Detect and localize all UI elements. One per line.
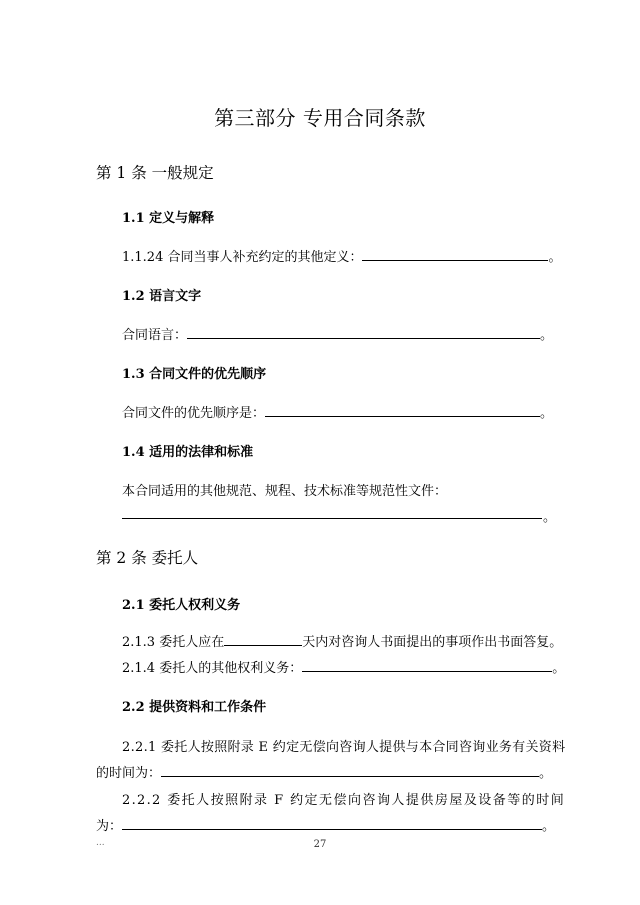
clause-1-2-text: 合同语言：: [122, 328, 188, 343]
clause-2-2-2-line2: [96, 815, 555, 834]
clause-2-1-3: [122, 631, 562, 650]
blank-field-standards: [122, 518, 542, 519]
clause-1-3-text: 合同文件的优先顺序是：: [122, 406, 266, 421]
clause-2-1-4-text: 2.1.4 委托人的其他权利义务：: [122, 661, 303, 676]
section-1-4-heading: 1.4 适用的法律和标准: [122, 445, 254, 460]
section-1-3-heading: 1.3 合同文件的优先顺序: [122, 367, 267, 382]
blank-field-priority: [265, 404, 540, 417]
section-1-2-heading: 1.2 语言文字: [122, 289, 202, 304]
clause-1-1-24: [122, 246, 562, 265]
blank-field-language: [187, 326, 540, 339]
blank-field-days: [224, 633, 302, 646]
clause-1-1-24-text: 1.1.24 合同当事人补充约定的其他定义：: [122, 250, 363, 265]
clause-1-4-text: 本合同适用的其他规范、规程、技术标准等规范性文件：: [122, 484, 448, 499]
page-number: 27: [313, 839, 327, 850]
blank-field-premises-time: [122, 817, 542, 830]
blank-field-material-time: [161, 764, 539, 777]
article-1-heading: 第 1 条 一般规定: [96, 164, 214, 182]
section-2-1-heading: 2.1 委托人权利义务: [122, 598, 241, 613]
blank-field-definitions: [362, 248, 548, 261]
clause-2-1-3-text-a: 2.1.3 委托人应在: [122, 635, 225, 650]
clause-2-1-4: [122, 657, 565, 676]
page-title: 第三部分 专用合同条款: [214, 106, 426, 130]
clause-2-2-1-line2: [96, 762, 552, 781]
clause-end-punct: 。: [542, 819, 556, 834]
clause-end-punct: 。: [540, 406, 554, 421]
clause-2-2-2-text: 为：: [96, 819, 123, 834]
clause-end-punct: 。: [540, 328, 554, 343]
footer-mark: ...: [96, 838, 105, 848]
article-2-heading: 第 2 条 委托人: [96, 549, 199, 567]
clause-1-3: [122, 402, 553, 421]
clause-end-punct: 。: [539, 766, 553, 781]
clause-2-2-1-line1: 2.2.1 委托人按照附录 E 约定无偿向咨询人提供与本合同咨询业务有关资料: [122, 740, 566, 755]
clause-2-2-1-text: 的时间为：: [96, 766, 162, 781]
clause-2-2-2-line1: 2.2.2 委托人按照附录 F 约定无偿向咨询人提供房屋及设备等的时间: [122, 793, 565, 808]
clause-end-punct: 。: [543, 510, 557, 525]
clause-1-2: [122, 324, 553, 343]
blank-field-other-rights: [302, 659, 552, 672]
clause-end-punct: 。: [548, 250, 562, 265]
clause-2-1-3-text-b: 天内对咨询人书面提出的事项作出书面答复。: [302, 635, 563, 650]
section-1-1-heading: 1.1 定义与解释: [122, 211, 215, 226]
section-2-2-heading: 2.2 提供资料和工作条件: [122, 700, 267, 715]
clause-end-punct: 。: [552, 661, 566, 676]
